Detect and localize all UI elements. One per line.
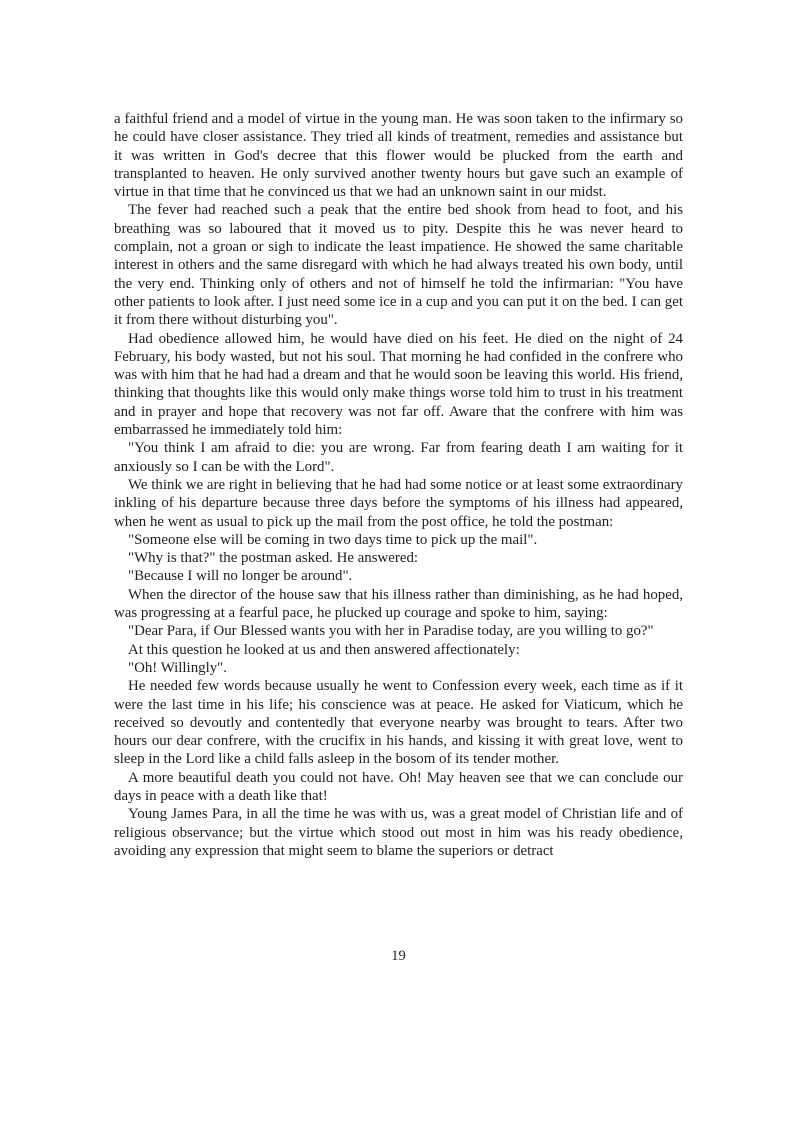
paragraph: The fever had reached such a peak that the entire bed shook from head to foot, and his breathing was so laboured that it moved us to pity. Despite this he was never heard to complain, not a groan or sigh to indicate the least impatience. He showed the same charitable interest in others and the same disregard with which he had always treated his own body, until the very end. Thinking only of others and not of himself he told the infirmarian: "You have other patients to look after. I just need some ice in a cup and you can put it on the bed. I can get it from there without disturbing you". (114, 202, 683, 329)
paragraph: "You think I am afraid to die: you are wrong. Far from fearing death I am waiting for it anxiously so I can be with the Lord". (114, 440, 683, 475)
paragraph: "Oh! Willingly". (128, 659, 227, 676)
paragraph: We think we are right in believing that he had had some notice or at least some extraordinary inkling of his departure because three days before the symptoms of his illness had appeared, when he went as usual to pick up the mail from the post office, he told the postman: (114, 476, 683, 530)
paragraph: "Because I will no longer be around". (128, 568, 353, 585)
paragraph: Young James Para, in all the time he was with us, was a great model of Christian life and of religious observance; but the virtue which stood out most in him was his ready obedience, avoiding any expression that might seem to blame the superiors or detract (114, 806, 683, 859)
text-block (114, 110, 683, 860)
paragraph: When the director of the house saw that his illness rather than diminishing, as he had hoped, was progressing at a fearful pace, he plucked up courage and spoke to him, saying: (114, 586, 683, 622)
paragraph: He needed few words because usually he went to Confession every week, each time as if it were the last time in his life; his conscience was at peace. He asked for Viaticum, which he received so devoutly and contentedly that everyone nearby was brought to tears. After two hours our dear confrere, with the crucifix in his hands, and kissing it with great love, went to sleep in the Lord like a child falls asleep in the bosom of its tender mother. (114, 678, 683, 768)
paragraph: a faithful friend and a model of virtue in the young man. He was soon taken to the infirmary so he could have closer assistance. They tried all kinds of treatment, remedies and assistance but it was written in God's decree that this flower would be plucked from the earth and transplanted to heaven. He only survived another twenty hours but gave such an example of virtue in that time that he convinced us that we had an unknown saint in our midst. (114, 111, 683, 201)
paragraph: At this question he looked at us and then answered affectionately: (128, 641, 520, 658)
paragraph: Had obedience allowed him, he would have died on his feet. He died on the night of 24 February, his body wasted, but not his soul. That morning he had confided in the confrere who was with him that he had had a dream and that he would soon be leaving this world. His friend, thinking that thoughts like this would only make things worse told him to trust in his treatment and in prayer and hope that recovery was not far off. Aware that the confrere with him was embarrassed he immediately told him: (114, 330, 683, 439)
paragraph: "Someone else will be coming in two days time to pick up the mail". (128, 531, 538, 548)
paragraph: A more beautiful death you could not have. Oh! May heaven see that we can conclude our days in peace with a death like that! (114, 769, 683, 804)
page-number: 19 (391, 948, 406, 964)
paragraph: "Why is that?" the postman asked. He answered: (128, 550, 419, 567)
paragraph: "Dear Para, if Our Blessed wants you with her in Paradise today, are you willing to go?" (128, 623, 654, 640)
